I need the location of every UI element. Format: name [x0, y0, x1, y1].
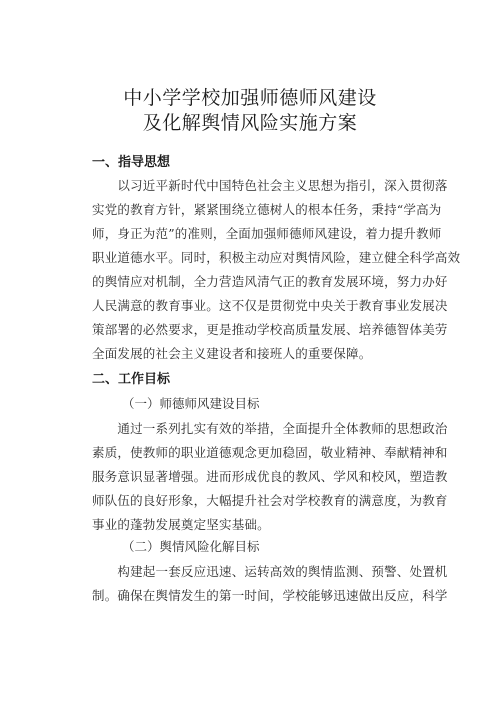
paragraph-line: 的舆情应对机制，全力营造风清气正的教育发展环境，努力办好 [92, 274, 448, 289]
document-title-line-1: 中小学学校加强师德师风建设 [123, 87, 377, 109]
subsection-heading-public-opinion-goals: （二）舆情风险化解目标 [122, 539, 260, 554]
paragraph-guiding-ideology [92, 174, 461, 366]
paragraph-line: 制。确保在舆情发生的第一时间，学校能够迅速做出反应，科学 [92, 588, 448, 603]
paragraph-line: 师队伍的良好形象，大幅提升社会对学校教育的满意度，为教育 [92, 493, 448, 508]
paragraph-line: 以习近平新时代中国特色社会主义思想为指引，深入贯彻落 [92, 178, 448, 193]
paragraph-line: 事业的蓬勃发展奠定坚实基础。 [92, 517, 270, 532]
paragraph-line: 全面发展的社会主义建设者和接班人的重要保障。 [92, 346, 372, 361]
paragraph-line: 人民满意的教育事业。这不仅是贯彻党中央关于教育事业发展决 [92, 298, 448, 313]
paragraph-line: 素质，使教师的职业道德观念更加稳固，敬业精神、奉献精神和 [92, 445, 448, 460]
document-title-line-2: 及化解舆情风险实施方案 [142, 112, 358, 134]
paragraph-line: 策部署的必然要求，更是推动学校高质量发展、培养德智体美劳 [92, 322, 448, 337]
paragraph-line: 实党的教育方针，紧紧围绕立德树人的根本任务，秉持“学高为 [92, 202, 442, 217]
paragraph-ethics-goals [92, 417, 448, 537]
paragraph-public-opinion-goals [92, 560, 448, 608]
paragraph-line: 通过一系列扎实有效的举措，全面提升全体教师的思想政治 [92, 421, 448, 436]
section-heading-guiding-ideology: 一、指导思想 [92, 155, 171, 170]
subsection-heading-ethics-goals: （一）师德师风建设目标 [122, 396, 260, 411]
paragraph-line: 服务意识显著增强。进而形成优良的教风、学风和校风，塑造教 [92, 469, 448, 484]
section-heading-work-goals: 二、工作目标 [92, 372, 171, 387]
paragraph-line: 构建起一套反应迅速、运转高效的舆情监测、预警、处置机 [92, 564, 448, 579]
paragraph-line: 师，身正为范”的准则，全面加强师德师风建设，着力提升教师 [92, 226, 442, 241]
paragraph-line: 职业道德水平。同时，积极主动应对舆情风险，建立健全科学高效 [92, 250, 461, 265]
